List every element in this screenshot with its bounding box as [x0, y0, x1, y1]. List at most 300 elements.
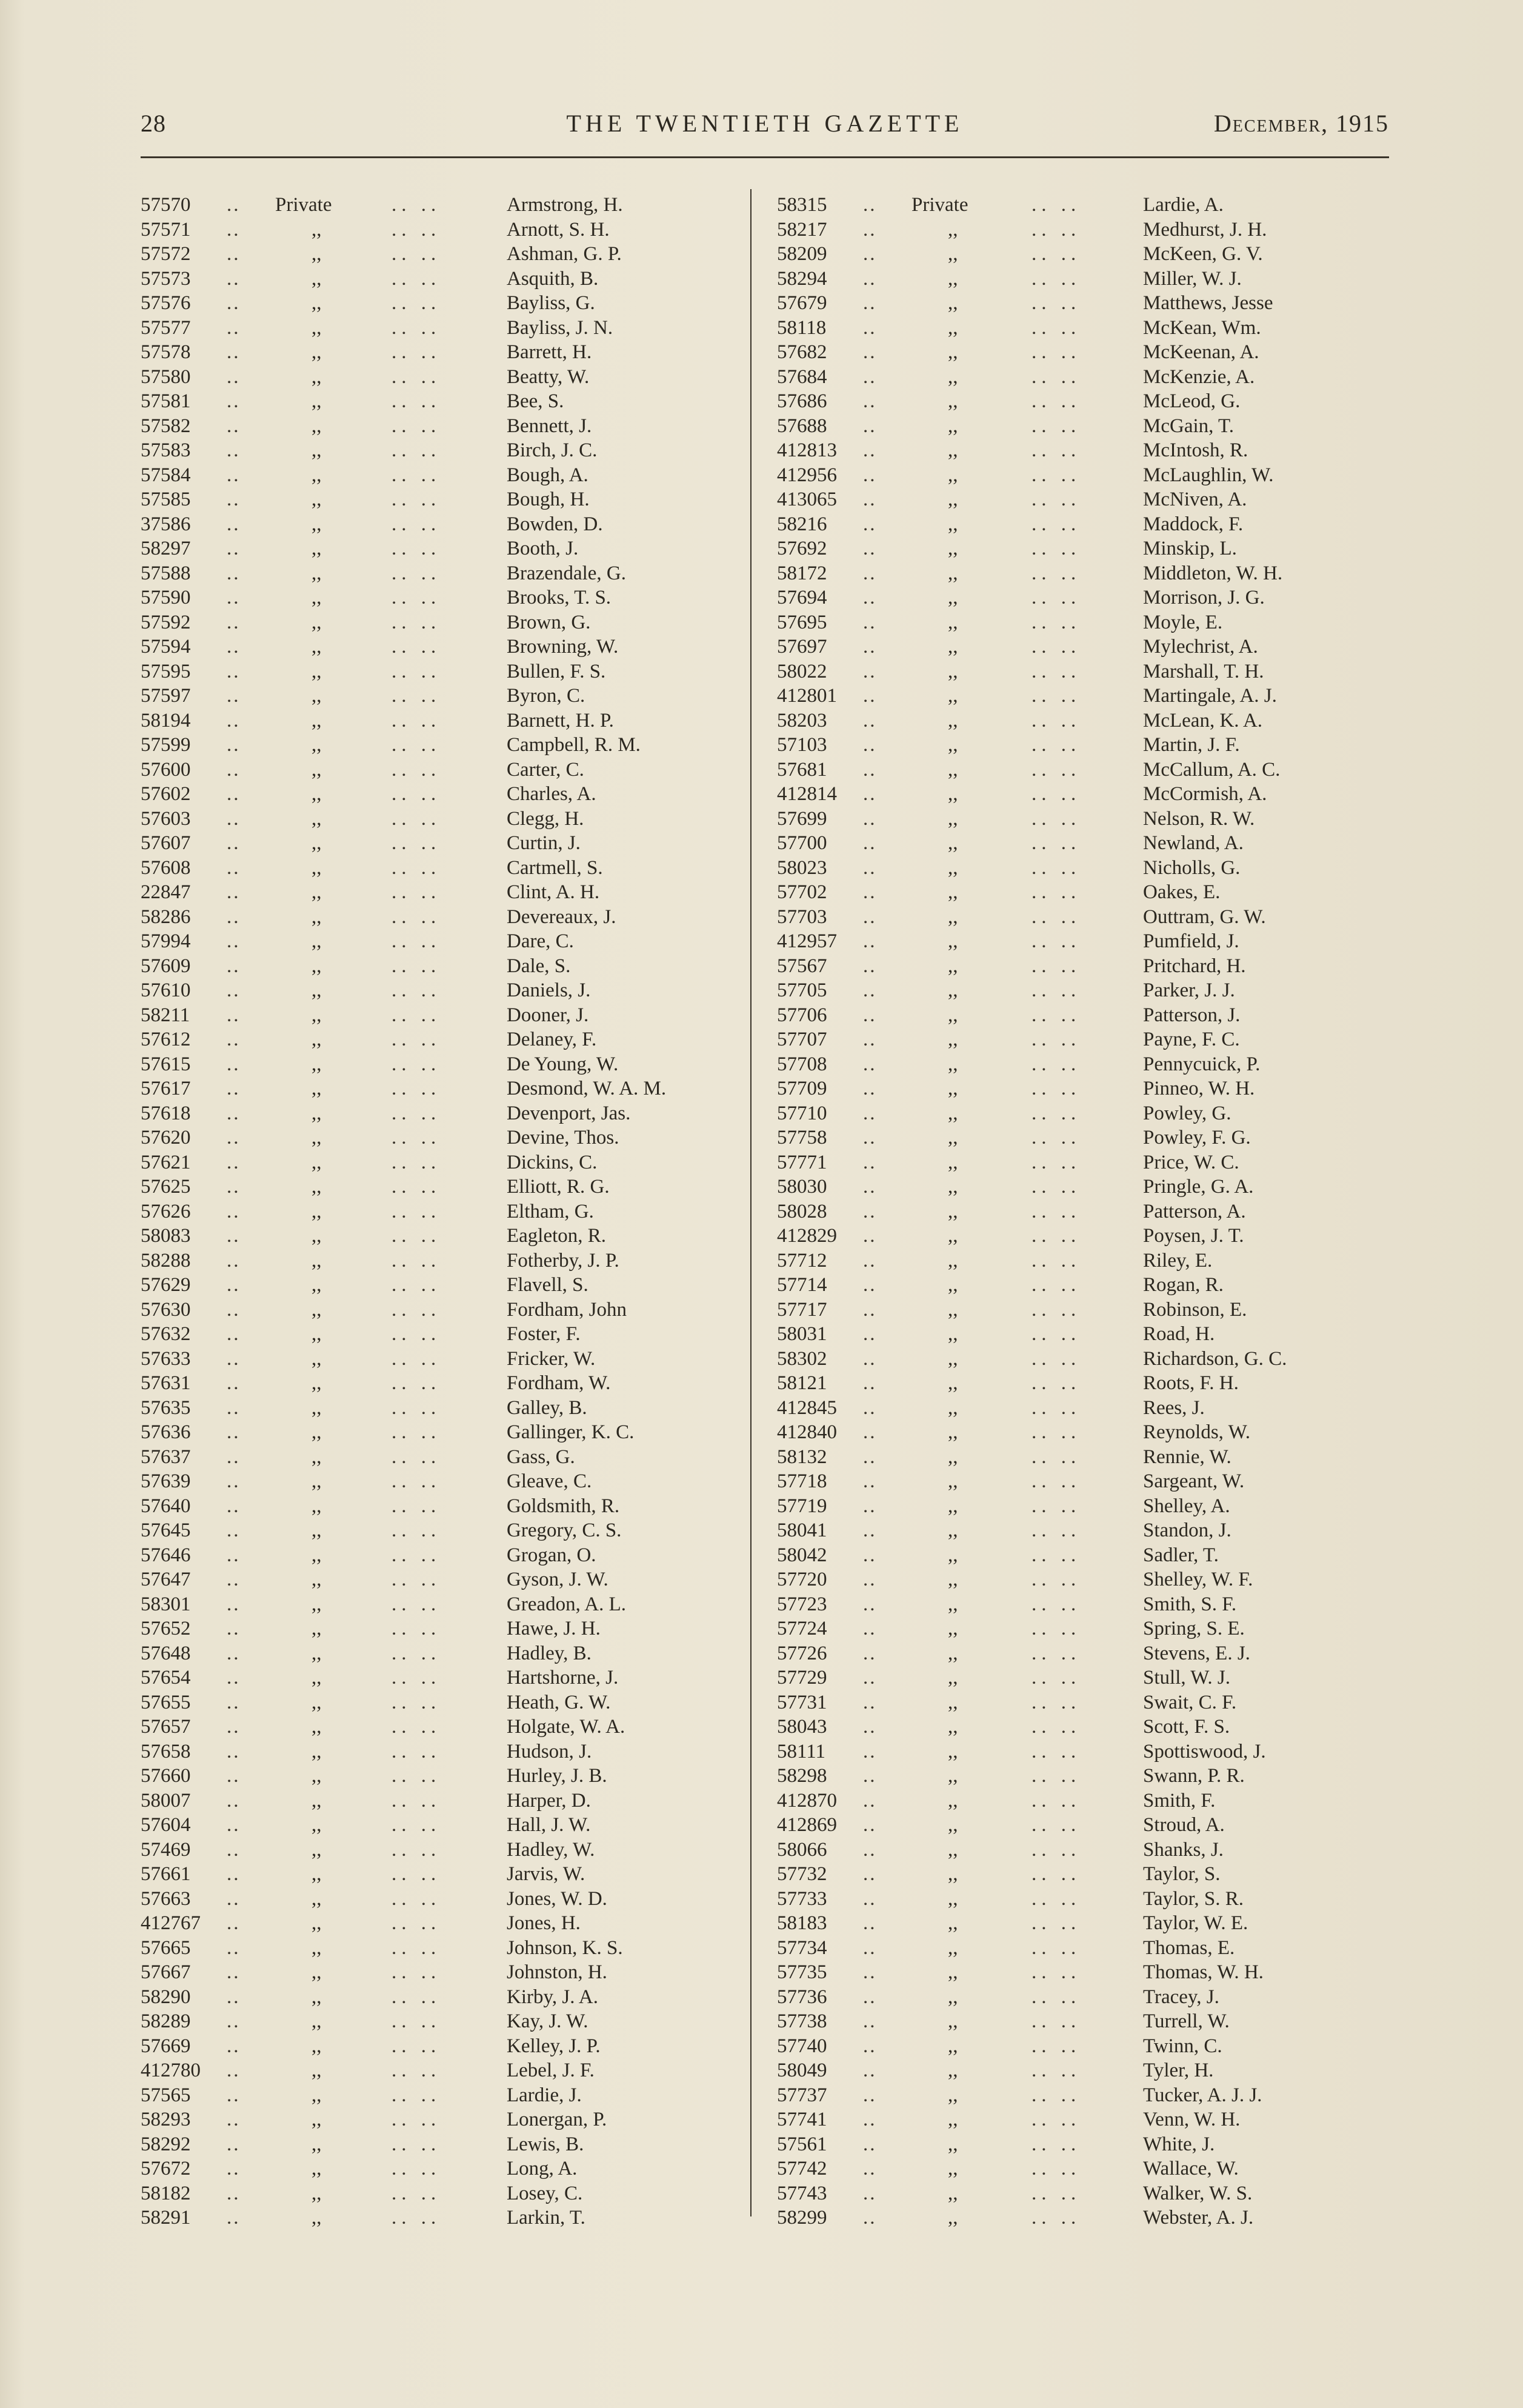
- service-number: 58289: [141, 2010, 191, 2032]
- leader-dots: .. ..: [392, 415, 441, 437]
- soldier-name: Greadon, A. L.: [507, 1593, 627, 1615]
- leader-dots: .. ..: [392, 489, 441, 510]
- rank: ,,: [312, 783, 322, 805]
- leader-dots: ..: [227, 1887, 241, 1910]
- leader-dots: ..: [227, 1470, 241, 1492]
- service-number: 22847: [141, 881, 191, 903]
- soldier-name: Swait, C. F.: [1143, 1691, 1237, 1713]
- leader-dots: .. ..: [392, 1004, 441, 1026]
- rank: ,,: [948, 243, 958, 265]
- leader-dots: .. ..: [1031, 1396, 1081, 1419]
- service-number: 57607: [141, 832, 191, 854]
- soldier-name: Fotherby, J. P.: [507, 1249, 619, 1272]
- leader-dots: ..: [227, 930, 241, 952]
- rank: ,,: [948, 1667, 958, 1689]
- leader-dots: ..: [227, 1838, 241, 1861]
- leader-dots: ..: [863, 906, 877, 928]
- service-number: 57595: [141, 660, 191, 682]
- roster-row: [777, 1985, 1389, 2010]
- leader-dots: ..: [227, 243, 241, 265]
- soldier-name: McIntosh, R.: [1143, 439, 1248, 461]
- rank: ,,: [312, 2158, 322, 2180]
- page-number: 28: [141, 110, 166, 137]
- leader-dots: ..: [227, 1593, 241, 1615]
- leader-dots: ..: [227, 292, 241, 314]
- service-number: 57103: [777, 734, 827, 756]
- leader-dots: ..: [863, 881, 877, 903]
- leader-dots: .. ..: [392, 194, 441, 216]
- rank: ,,: [948, 1519, 958, 1541]
- rank: ,,: [312, 1421, 322, 1443]
- soldier-name: Sargeant, W.: [1143, 1470, 1245, 1492]
- service-number: 57608: [141, 856, 191, 879]
- leader-dots: ..: [863, 979, 877, 1001]
- leader-dots: .. ..: [392, 1936, 441, 1959]
- leader-dots: ..: [227, 856, 241, 879]
- leader-dots: ..: [863, 1593, 877, 1615]
- rank: ,,: [312, 1912, 322, 1934]
- leader-dots: ..: [227, 807, 241, 830]
- leader-dots: ..: [863, 292, 877, 314]
- roster-row: [141, 512, 741, 537]
- leader-dots: ..: [227, 1519, 241, 1541]
- leader-dots: ..: [863, 415, 877, 437]
- service-number: 57615: [141, 1053, 191, 1075]
- rank: ,,: [948, 1323, 958, 1345]
- service-number: 57469: [141, 1838, 191, 1861]
- roster-row: [141, 1420, 741, 1445]
- leader-dots: .. ..: [392, 341, 441, 363]
- service-number: 57661: [141, 1863, 191, 1885]
- rank: ,,: [312, 218, 322, 241]
- rank: ,,: [312, 1765, 322, 1787]
- soldier-name: Taylor, S. R.: [1143, 1887, 1244, 1910]
- leader-dots: ..: [863, 2109, 877, 2130]
- soldier-name: Dickins, C.: [507, 1151, 598, 1173]
- rank: ,,: [312, 1446, 322, 1468]
- soldier-name: Pringle, G. A.: [1143, 1176, 1254, 1198]
- leader-dots: .. ..: [392, 1863, 441, 1885]
- leader-dots: .. ..: [392, 1765, 441, 1787]
- soldier-name: Fordham, John: [507, 1298, 627, 1321]
- leader-dots: ..: [863, 1200, 877, 1222]
- soldier-name: Roots, F. H.: [1143, 1372, 1239, 1394]
- rank: ,,: [312, 1470, 322, 1492]
- leader-dots: .. ..: [392, 1127, 441, 1149]
- leader-dots: .. ..: [1031, 1176, 1081, 1198]
- rank: ,,: [312, 1176, 322, 1198]
- leader-dots: .. ..: [392, 1740, 441, 1763]
- leader-dots: .. ..: [392, 1887, 441, 1910]
- roster-row: [777, 1518, 1389, 1543]
- rank: ,,: [948, 2059, 958, 2081]
- service-number: 57647: [141, 1569, 191, 1590]
- leader-dots: .. ..: [1031, 1495, 1081, 1517]
- service-number: 57697: [777, 636, 827, 658]
- service-number: 412956: [777, 464, 837, 486]
- leader-dots: .. ..: [392, 1716, 441, 1738]
- leader-dots: ..: [863, 538, 877, 559]
- roster-row: [777, 1126, 1389, 1150]
- leader-dots: ..: [863, 1642, 877, 1664]
- leader-dots: .. ..: [1031, 1765, 1081, 1787]
- leader-dots: .. ..: [1031, 2182, 1081, 2204]
- rank: ,,: [312, 1740, 322, 1763]
- leader-dots: .. ..: [392, 1519, 441, 1541]
- roster-row: [141, 1543, 741, 1568]
- service-number: 413065: [777, 489, 837, 510]
- leader-dots: ..: [863, 685, 877, 707]
- rank: ,,: [312, 439, 322, 461]
- rank: ,,: [312, 341, 322, 363]
- service-number: 57592: [141, 611, 191, 633]
- rank: ,,: [948, 660, 958, 682]
- leader-dots: ..: [227, 783, 241, 805]
- leader-dots: ..: [863, 758, 877, 781]
- leader-dots: ..: [227, 267, 241, 290]
- leader-dots: .. ..: [392, 316, 441, 339]
- rank: ,,: [948, 636, 958, 658]
- soldier-name: Smith, F.: [1143, 1789, 1216, 1812]
- soldier-name: Reynolds, W.: [1143, 1421, 1250, 1443]
- soldier-name: Richardson, G. C.: [1143, 1347, 1287, 1370]
- soldier-name: Marshall, T. H.: [1143, 660, 1264, 682]
- roster-row: [777, 1862, 1389, 1887]
- service-number: 57633: [141, 1347, 191, 1370]
- service-number: 57694: [777, 587, 827, 609]
- service-number: 58031: [777, 1323, 827, 1345]
- soldier-name: Stroud, A.: [1143, 1814, 1225, 1836]
- leader-dots: .. ..: [392, 807, 441, 830]
- soldier-name: McCormish, A.: [1143, 783, 1267, 805]
- leader-dots: ..: [863, 1863, 877, 1885]
- roster-row: [141, 1764, 741, 1789]
- rank: ,,: [312, 881, 322, 903]
- soldier-name: Thomas, W. H.: [1143, 1961, 1264, 1983]
- leader-dots: .. ..: [1031, 316, 1081, 339]
- leader-dots: .. ..: [1031, 1814, 1081, 1836]
- leader-dots: ..: [863, 1936, 877, 1959]
- soldier-name: Hurley, J. B.: [507, 1765, 607, 1787]
- rank: ,,: [948, 1298, 958, 1321]
- roster-row: [141, 2083, 741, 2108]
- leader-dots: .. ..: [1031, 1936, 1081, 1959]
- rank: ,,: [948, 2109, 958, 2130]
- service-number: 58118: [777, 316, 827, 339]
- rank: ,,: [312, 758, 322, 781]
- roster-row: [777, 1666, 1389, 1690]
- soldier-name: Elliott, R. G.: [507, 1176, 610, 1198]
- service-number: 57584: [141, 464, 191, 486]
- service-number: 57669: [141, 2035, 191, 2057]
- soldier-name: Browning, W.: [507, 636, 619, 658]
- leader-dots: ..: [227, 2207, 241, 2229]
- leader-dots: ..: [227, 1127, 241, 1149]
- leader-dots: .. ..: [1031, 1274, 1081, 1296]
- rank: ,,: [312, 292, 322, 314]
- rank: ,,: [312, 1887, 322, 1910]
- roster-row: [141, 1911, 741, 1936]
- roster-row: [141, 1690, 741, 1715]
- rank: ,,: [312, 390, 322, 412]
- soldier-name: Gass, G.: [507, 1446, 575, 1468]
- service-number: 58315: [777, 194, 827, 216]
- rank: ,,: [948, 538, 958, 559]
- leader-dots: ..: [863, 587, 877, 609]
- soldier-name: Hall, J. W.: [507, 1814, 591, 1836]
- soldier-name: Kay, J. W.: [507, 2010, 588, 2032]
- leader-dots: .. ..: [392, 1029, 441, 1050]
- leader-dots: ..: [227, 1298, 241, 1321]
- roster-row: [141, 1175, 741, 1199]
- service-number: 57737: [777, 2084, 827, 2106]
- soldier-name: Stull, W. J.: [1143, 1667, 1230, 1689]
- roster-row: [141, 1960, 741, 1985]
- leader-dots: ..: [227, 979, 241, 1001]
- roster-row: [777, 316, 1389, 341]
- rank: ,,: [948, 513, 958, 535]
- service-number: 412780: [141, 2059, 201, 2081]
- soldier-name: McGain, T.: [1143, 415, 1234, 437]
- roster-row: [777, 463, 1389, 488]
- leader-dots: ..: [863, 218, 877, 241]
- service-number: 57703: [777, 906, 827, 928]
- roster-row: [141, 1052, 741, 1077]
- leader-dots: ..: [863, 1274, 877, 1296]
- leader-dots: .. ..: [1031, 1004, 1081, 1026]
- rank: ,,: [312, 1004, 322, 1026]
- leader-dots: .. ..: [392, 2109, 441, 2130]
- leader-dots: .. ..: [1031, 1618, 1081, 1639]
- soldier-name: Spottiswood, J.: [1143, 1740, 1266, 1763]
- service-number: 57758: [777, 1127, 827, 1149]
- soldier-name: Gleave, C.: [507, 1470, 592, 1492]
- rank: ,,: [948, 439, 958, 461]
- leader-dots: .. ..: [1031, 390, 1081, 412]
- service-number: 57655: [141, 1691, 191, 1713]
- service-number: 57648: [141, 1642, 191, 1664]
- service-number: 57705: [777, 979, 827, 1001]
- soldier-name: Goldsmith, R.: [507, 1495, 620, 1517]
- roster-row: [141, 733, 741, 758]
- service-number: 57599: [141, 734, 191, 756]
- soldier-name: McNiven, A.: [1143, 489, 1247, 510]
- leader-dots: ..: [227, 415, 241, 437]
- roster-row: [777, 218, 1389, 242]
- roster-row: [141, 536, 741, 561]
- leader-dots: .. ..: [1031, 1372, 1081, 1394]
- leader-dots: .. ..: [1031, 1863, 1081, 1885]
- service-number: 412813: [777, 439, 837, 461]
- leader-dots: ..: [863, 1667, 877, 1689]
- leader-dots: .. ..: [392, 636, 441, 658]
- service-number: 57682: [777, 341, 827, 363]
- roster-row: [777, 2107, 1389, 2132]
- roster-row: [777, 1101, 1389, 1126]
- service-number: 57635: [141, 1396, 191, 1419]
- leader-dots: ..: [227, 1323, 241, 1345]
- roster-row: [141, 684, 741, 709]
- leader-dots: ..: [863, 464, 877, 486]
- service-number: 57726: [777, 1642, 827, 1664]
- roster-row: [777, 1027, 1389, 1052]
- service-number: 57645: [141, 1519, 191, 1541]
- service-number: 58022: [777, 660, 827, 682]
- leader-dots: .. ..: [392, 1691, 441, 1713]
- leader-dots: ..: [863, 341, 877, 363]
- leader-dots: .. ..: [1031, 2207, 1081, 2229]
- soldier-name: Walker, W. S.: [1143, 2182, 1253, 2204]
- roster-row: [777, 880, 1389, 905]
- leader-dots: .. ..: [1031, 1347, 1081, 1370]
- rank: ,,: [948, 1569, 958, 1590]
- leader-dots: .. ..: [1031, 1569, 1081, 1590]
- leader-dots: ..: [863, 1740, 877, 1763]
- service-number: 58194: [141, 709, 191, 732]
- soldier-name: Birch, J. C.: [507, 439, 598, 461]
- leader-dots: ..: [227, 1765, 241, 1787]
- leader-dots: ..: [863, 1151, 877, 1173]
- rank: ,,: [312, 1274, 322, 1296]
- roster-row: [777, 1420, 1389, 1445]
- leader-dots: .. ..: [392, 906, 441, 928]
- leader-dots: ..: [863, 2035, 877, 2057]
- leader-dots: ..: [227, 1544, 241, 1566]
- service-number: 57743: [777, 2182, 827, 2204]
- rank: ,,: [312, 611, 322, 633]
- service-number: 58294: [777, 267, 827, 290]
- soldier-name: Long, A.: [507, 2158, 578, 2180]
- leader-dots: .. ..: [1031, 1102, 1081, 1124]
- roster-row: [141, 635, 741, 659]
- service-number: 57629: [141, 1274, 191, 1296]
- service-number: 58043: [777, 1716, 827, 1738]
- soldier-name: Dooner, J.: [507, 1004, 589, 1026]
- roster-row: [141, 193, 741, 218]
- leader-dots: .. ..: [1031, 1691, 1081, 1713]
- rank: ,,: [312, 807, 322, 830]
- rank: ,,: [312, 1936, 322, 1959]
- leader-dots: ..: [863, 2207, 877, 2229]
- leader-dots: .. ..: [392, 218, 441, 241]
- roster-row: [141, 1445, 741, 1470]
- rank: ,,: [948, 1691, 958, 1713]
- rank: ,,: [312, 1102, 322, 1124]
- publication-title: THE TWENTIETH GAZETTE: [566, 110, 964, 137]
- leader-dots: .. ..: [1031, 1029, 1081, 1050]
- leader-dots: ..: [863, 1765, 877, 1787]
- roster-row: [141, 2181, 741, 2206]
- soldier-name: Tyler, H.: [1143, 2059, 1214, 2081]
- roster-row: [141, 2107, 741, 2132]
- roster-row: [141, 610, 741, 635]
- rank: ,,: [312, 856, 322, 879]
- service-number: 57665: [141, 1936, 191, 1959]
- leader-dots: ..: [227, 1347, 241, 1370]
- rank: ,,: [948, 1446, 958, 1468]
- service-number: 57738: [777, 2010, 827, 2032]
- soldier-name: Beatty, W.: [507, 365, 590, 388]
- roster-row: [141, 218, 741, 242]
- leader-dots: ..: [863, 1396, 877, 1419]
- leader-dots: .. ..: [1031, 979, 1081, 1001]
- roster-row: [777, 856, 1389, 881]
- service-number: 58030: [777, 1176, 827, 1198]
- rank: ,,: [312, 1151, 322, 1173]
- leader-dots: .. ..: [1031, 1323, 1081, 1345]
- soldier-name: Martingale, A. J.: [1143, 685, 1277, 707]
- leader-dots: .. ..: [1031, 1519, 1081, 1541]
- service-number: 57625: [141, 1176, 191, 1198]
- roster-row: [141, 389, 741, 414]
- soldier-name: Hadley, B.: [507, 1642, 592, 1664]
- leader-dots: .. ..: [392, 1396, 441, 1419]
- leader-dots: ..: [227, 1618, 241, 1639]
- leader-dots: .. ..: [392, 2059, 441, 2081]
- soldier-name: Foster, F.: [507, 1323, 581, 1345]
- leader-dots: .. ..: [1031, 1740, 1081, 1763]
- page-header: [141, 109, 1389, 152]
- leader-dots: .. ..: [392, 513, 441, 535]
- rank: ,,: [312, 1519, 322, 1541]
- rank: ,,: [312, 1618, 322, 1639]
- rank: ,,: [312, 1569, 322, 1590]
- leader-dots: ..: [227, 2158, 241, 2180]
- leader-dots: ..: [227, 2035, 241, 2057]
- leader-dots: ..: [227, 513, 241, 535]
- leader-dots: ..: [227, 1421, 241, 1443]
- roster-row: [141, 1641, 741, 1666]
- service-number: 57639: [141, 1470, 191, 1492]
- rank: ,,: [312, 1127, 322, 1149]
- service-number: 58301: [141, 1593, 191, 1615]
- service-number: 58292: [141, 2133, 191, 2155]
- soldier-name: Charles, A.: [507, 783, 596, 805]
- soldier-name: Brooks, T. S.: [507, 587, 612, 609]
- leader-dots: ..: [863, 2084, 877, 2106]
- roster-row: [777, 1813, 1389, 1838]
- roster-row: [141, 2132, 741, 2157]
- leader-dots: ..: [227, 1569, 241, 1590]
- roster-row: [141, 1249, 741, 1273]
- rank: ,,: [312, 1053, 322, 1075]
- leader-dots: ..: [863, 1249, 877, 1272]
- soldier-name: Minskip, L.: [1143, 538, 1237, 559]
- rank: ,,: [948, 1986, 958, 2008]
- leader-dots: ..: [863, 734, 877, 756]
- soldier-name: Johnston, H.: [507, 1961, 607, 1983]
- leader-dots: ..: [227, 758, 241, 781]
- soldier-name: Matthews, Jesse: [1143, 292, 1273, 314]
- service-number: 57603: [141, 807, 191, 830]
- rank: ,,: [312, 1789, 322, 1812]
- rank: ,,: [312, 832, 322, 854]
- leader-dots: ..: [227, 538, 241, 559]
- leader-dots: .. ..: [1031, 758, 1081, 781]
- roster-row: [777, 2009, 1389, 2034]
- soldier-name: Armstrong, H.: [507, 194, 623, 216]
- service-number: 57732: [777, 1863, 827, 1885]
- roster-row: [777, 389, 1389, 414]
- leader-dots: ..: [227, 1814, 241, 1836]
- roster-row: [777, 1936, 1389, 1961]
- leader-dots: .. ..: [392, 832, 441, 854]
- rank: ,,: [948, 1274, 958, 1296]
- roster-row: [141, 1789, 741, 1813]
- rank: ,,: [312, 243, 322, 265]
- roster-row: [141, 1298, 741, 1322]
- leader-dots: .. ..: [1031, 587, 1081, 609]
